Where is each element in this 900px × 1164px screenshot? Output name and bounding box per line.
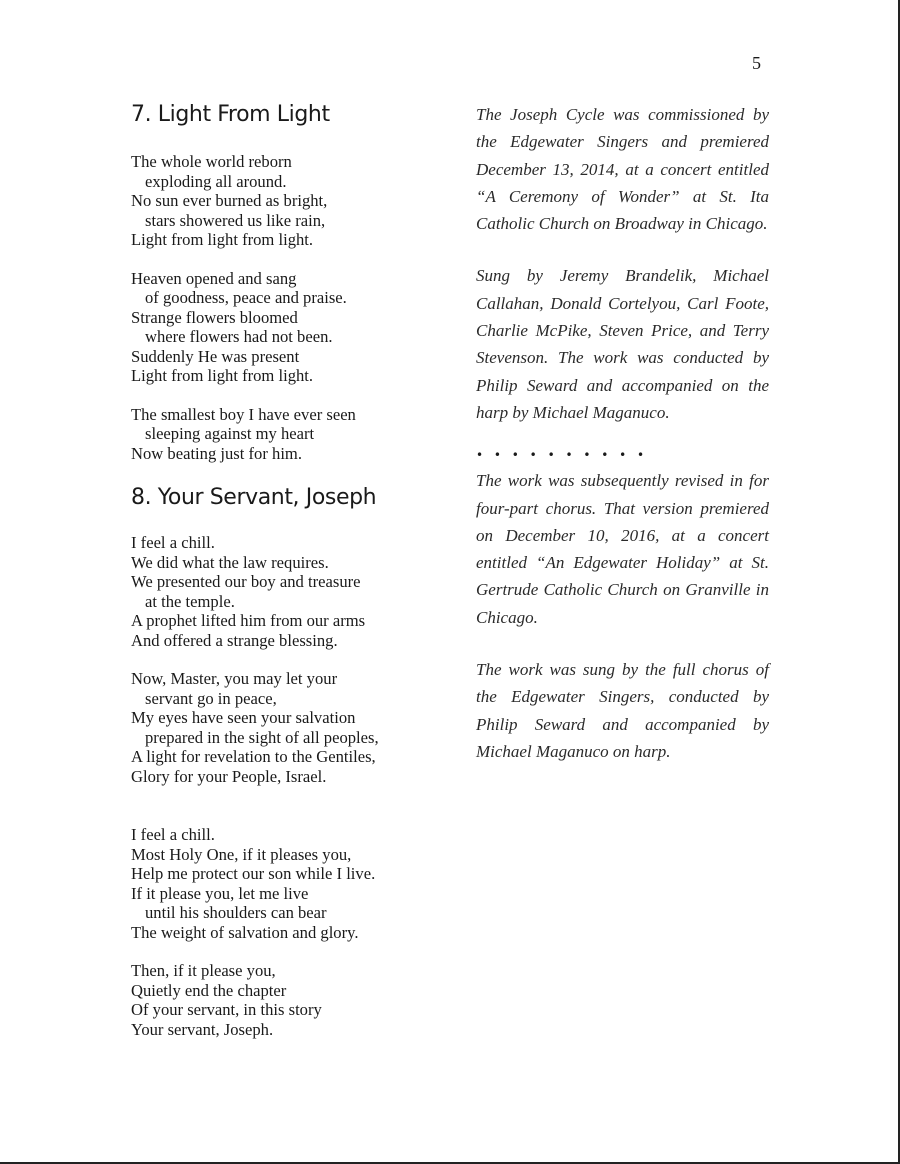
lyric-line: Heaven opened and sang bbox=[131, 268, 297, 288]
lyric-line: of goodness, peace and praise. bbox=[145, 288, 347, 307]
stanza bbox=[131, 152, 451, 250]
notes-paragraph-performers: Sung by Jeremy Brandelik, Michael Callahan, Donald Cortelyou, Carl Foote, Charlie McPike, Steven Price, and Terry Stevenson. The work was conducted by Philip Seward and accompanied on the harp by Michael Maganuco. bbox=[476, 266, 769, 422]
lyric-line: where flowers had not been. bbox=[145, 327, 333, 346]
notes-paragraph-commission: The Joseph Cycle was commissioned by the Edgewater Singers and premiered December 13, 2014, at a concert entitled “A Ceremony of Wonder” at St. Ita Catholic Church on Broadway in Chicago. bbox=[476, 105, 769, 234]
lyric-line: No sun ever burned as bright, bbox=[131, 191, 328, 210]
lyric-line: Help me protect our son while I live. bbox=[131, 864, 376, 883]
stanza bbox=[131, 669, 451, 786]
lyric-line: The whole world reborn bbox=[131, 152, 292, 171]
lyric-line: I feel a chill. bbox=[131, 533, 215, 552]
page-number: 5 bbox=[752, 53, 761, 73]
notes-paragraph-full-chorus: The work was sung by the full chorus of the Edgewater Singers, conducted by Philip Seward and accompanied by Michael Maganuco on harp. bbox=[476, 660, 769, 761]
lyric-line: Light from light from light. bbox=[131, 230, 314, 249]
stanza bbox=[131, 405, 451, 464]
lyric-line: sleeping against my heart bbox=[145, 424, 315, 443]
lyric-line: Most Holy One, if it pleases you, bbox=[131, 844, 352, 864]
lyric-line: servant go in peace, bbox=[145, 688, 277, 708]
lyric-line: And offered a strange blessing. bbox=[131, 630, 338, 650]
lyric-line: prepared in the sight of all peoples, bbox=[145, 727, 379, 747]
lyric-line: If it please you, let me live bbox=[131, 883, 309, 903]
lyric-line: Then, if it please you, bbox=[131, 961, 276, 980]
lyric-line: Quietly end the chapter bbox=[131, 980, 287, 1000]
lyrics-column bbox=[131, 100, 451, 1058]
lyric-line: stars showered us like rain, bbox=[145, 210, 326, 230]
lyric-line: Light from light from light. bbox=[131, 366, 314, 385]
dot-separator: • • • • • • • • • • bbox=[476, 448, 648, 463]
section-heading-your-servant-joseph: 8. Your Servant, Joseph bbox=[131, 485, 377, 510]
lyric-line: The smallest boy I have ever seen bbox=[131, 404, 356, 424]
lyric-line: The weight of salvation and glory. bbox=[131, 922, 359, 942]
stanza bbox=[131, 825, 451, 942]
lyric-line: My eyes have seen your salvation bbox=[131, 708, 356, 727]
lyric-line: Strange flowers bloomed bbox=[131, 307, 298, 327]
lyric-line: Suddenly He was present bbox=[131, 346, 300, 366]
lyric-line: Now beating just for him. bbox=[131, 443, 302, 463]
lyric-line: Of your servant, in this story bbox=[131, 1000, 322, 1019]
program-notes-column bbox=[476, 101, 769, 790]
lyric-line: until his shoulders can bear bbox=[145, 903, 327, 922]
lyric-line: We presented our boy and treasure bbox=[131, 572, 361, 591]
notes-paragraph-revision: The work was subsequently revised in for four-part chorus. That version premiered on December 10, 2016, at a concert entitled “An Edgewater Holiday” at St. Gertrude Catholic Church on Granville in Chicago. bbox=[476, 471, 769, 627]
lyric-line: Now, Master, you may let your bbox=[131, 669, 338, 688]
stanza bbox=[131, 533, 451, 650]
lyric-line: at the temple. bbox=[145, 591, 235, 611]
stanza bbox=[131, 269, 451, 386]
section-heading-light-from-light: 7. Light From Light bbox=[131, 102, 330, 127]
stanza bbox=[131, 961, 451, 1039]
lyric-line: exploding all around. bbox=[145, 171, 287, 191]
lyric-line: Your servant, Joseph. bbox=[131, 1019, 274, 1039]
lyric-line: A prophet lifted him from our arms bbox=[131, 611, 366, 630]
lyric-line: Glory for your People, Israel. bbox=[131, 766, 327, 786]
lyric-line: We did what the law requires. bbox=[131, 552, 329, 572]
lyric-line: I feel a chill. bbox=[131, 825, 215, 844]
lyric-line: A light for revelation to the Gentiles, bbox=[131, 747, 376, 766]
